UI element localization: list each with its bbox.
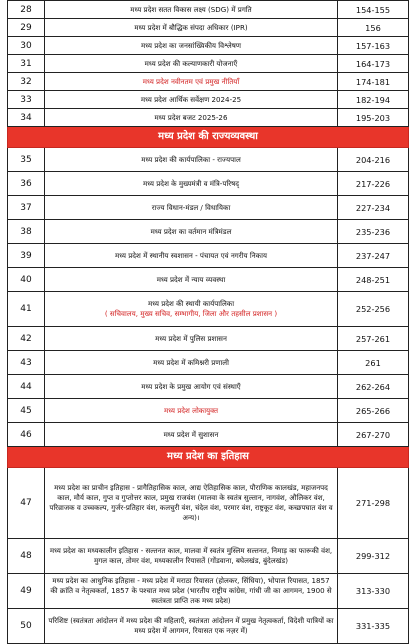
row-number: 41: [8, 292, 45, 327]
section-header: [8, 127, 409, 148]
row-number: 33: [8, 91, 45, 109]
row-pages: 252-256: [338, 292, 409, 327]
row-topic: मध्य प्रदेश का वर्तमान मंत्रिमंडल: [45, 220, 338, 244]
row-topic: मध्य प्रदेश सतत विकास लक्ष्य (SDG) में प्रगति: [45, 1, 338, 19]
row-pages: 237-247: [338, 244, 409, 268]
row-pages: 313-330: [338, 574, 409, 609]
row-pages: 261: [338, 351, 409, 375]
row-number: 29: [8, 19, 45, 37]
table-row: [8, 574, 409, 609]
row-number: 39: [8, 244, 45, 268]
contents-table: [7, 0, 409, 644]
row-topic: मध्य प्रदेश आर्थिक सर्वेक्षण 2024-25: [45, 91, 338, 109]
row-pages: 227-234: [338, 196, 409, 220]
row-pages: 195-203: [338, 109, 409, 127]
table-row: [8, 539, 409, 574]
row-topic: मध्य प्रदेश में न्याय व्यवस्था: [45, 268, 338, 292]
row-number: 47: [8, 468, 45, 539]
row-topic-subtitle: ( सचिवालय, मुख्य सचिव, सम्भागीय, जिला और तहसील प्रशासन ): [104, 309, 278, 318]
row-number: 30: [8, 37, 45, 55]
row-number: 48: [8, 539, 45, 574]
row-pages: 156: [338, 19, 409, 37]
section-title: मध्य प्रदेश का इतिहास: [8, 447, 409, 468]
table-row: [8, 172, 409, 196]
row-pages: 164-173: [338, 55, 409, 73]
row-number: 40: [8, 268, 45, 292]
row-topic: मध्य प्रदेश में सुशासन: [45, 423, 338, 447]
row-pages: 217-226: [338, 172, 409, 196]
row-topic: राज्य विधान-मंडल / विधायिका: [45, 196, 338, 220]
table-row: [8, 375, 409, 399]
table-row: [8, 268, 409, 292]
row-pages: 265-266: [338, 399, 409, 423]
row-pages: 154-155: [338, 1, 409, 19]
table-row: [8, 609, 409, 644]
row-topic-main: मध्य प्रदेश की स्थायी कार्यपालिका: [147, 299, 235, 308]
row-number: 35: [8, 148, 45, 172]
row-pages: 267-270: [338, 423, 409, 447]
table-row: [8, 109, 409, 127]
table-row: [8, 220, 409, 244]
row-number: 34: [8, 109, 45, 127]
row-topic: मध्य प्रदेश में स्थानीय स्वशासन - पंचायत एवं नगरीय निकाय: [45, 244, 338, 268]
table-row: [8, 468, 409, 539]
table-row: [8, 423, 409, 447]
row-pages: 271-298: [338, 468, 409, 539]
row-pages: 299-312: [338, 539, 409, 574]
row-number: 44: [8, 375, 45, 399]
row-topic: मध्य प्रदेश का आधुनिक इतिहास - मध्य प्रदेश में मराठा रियासत (होलकर, सिंधिया), भोपाल रियासत, 1857 की क्रांति व नेतृत्वकर्ता, 1857 के पश्चात मध्य प्रदेश (भारतीय राष्ट्रीय कांग्रेस, गांधी जी का आगमन, 1900 से स्वतंत्रता प्राप्ति तक मध्य प्रदेश): [45, 574, 338, 609]
table-row: [8, 399, 409, 423]
row-topic: मध्य प्रदेश का जनसांख्यिकीय विश्लेषण: [45, 37, 338, 55]
row-pages: 331-335: [338, 609, 409, 644]
table-row: [8, 351, 409, 375]
row-topic: मध्य प्रदेश की कार्यपालिका - राज्यपाल: [45, 148, 338, 172]
table-row: [8, 37, 409, 55]
table-row: [8, 19, 409, 37]
row-number: 37: [8, 196, 45, 220]
table-row: [8, 73, 409, 91]
row-topic: मध्य प्रदेश की कल्याणकारी योजनाएँ: [45, 55, 338, 73]
row-topic: मध्य प्रदेश बजट 2025-26: [45, 109, 338, 127]
row-topic: परिशिष्ट (स्वतंत्रता आंदोलन में मध्य प्रदेश की महिलाएँ, स्वतंत्रता आंदोलन में प्रमुख नेतृत्वकर्ता, विदेशी यात्रियों का मध्य प्रदेश में आगमन, रियासत एक नज़र में): [45, 609, 338, 644]
row-pages: 262-264: [338, 375, 409, 399]
row-number: 42: [8, 327, 45, 351]
row-number: 45: [8, 399, 45, 423]
table-row: [8, 91, 409, 109]
table-row: [8, 148, 409, 172]
table-row: [8, 292, 409, 327]
row-topic: मध्य प्रदेश में कमिश्नरी प्रणाली: [45, 351, 338, 375]
row-topic-highlighted: मध्य प्रदेश लोकायुक्त: [45, 399, 338, 423]
row-topic: मध्य प्रदेश का प्राचीन इतिहास - प्रागैतिहासिक काल, आद्य ऐतिहासिक काल, पौराणिक कालखंड, महाजनपद काल, मौर्य काल, गुप्त व गुप्तोत्तर काल, प्रमुख राजवंश (मालवा के स्वतंत्र सुल्तान, नागवंश, औलिकर वंश, परिव्राजक व उच्चकल्प, गुर्जर-प्रतिहार वंश, कलचुरी वंश, चंदेल वंश, परमार वंश, राष्ट्रकूट वंश, कच्छपघात वंश व अन्य)।: [45, 468, 338, 539]
row-topic: मध्य प्रदेश में पुलिस प्रशासन: [45, 327, 338, 351]
row-number: 46: [8, 423, 45, 447]
row-topic: मध्य प्रदेश में बौद्धिक संपदा अधिकार (IPR): [45, 19, 338, 37]
row-number: 50: [8, 609, 45, 644]
row-pages: 235-236: [338, 220, 409, 244]
row-pages: 157-163: [338, 37, 409, 55]
row-pages: 257-261: [338, 327, 409, 351]
row-topic-highlighted: मध्य प्रदेश नवीनतम एवं प्रमुख नीतियाँ: [45, 73, 338, 91]
row-number: 49: [8, 574, 45, 609]
table-row: [8, 55, 409, 73]
row-number: 32: [8, 73, 45, 91]
section-header: [8, 447, 409, 468]
row-topic: मध्य प्रदेश के मुख्यमंत्री व मंत्रि-परिषद्: [45, 172, 338, 196]
section-title: मध्य प्रदेश की राज्यव्यवस्था: [8, 127, 409, 148]
table-row: [8, 196, 409, 220]
row-topic: मध्य प्रदेश के प्रमुख आयोग एवं संस्थाएँ: [45, 375, 338, 399]
row-pages: 174-181: [338, 73, 409, 91]
row-topic: मध्य प्रदेश का मध्यकालीन इतिहास - सल्तनत काल, मालवा में स्वतंत्र मुस्लिम सल्तनत, निमाड़ का फारूकी वंश, मुगल काल, तोमर वंश, मध्यकालीन रियासतें (गोंडवाना, बघेलखंड, बुंदेलखंड): [45, 539, 338, 574]
table-row: [8, 244, 409, 268]
row-number: 28: [8, 1, 45, 19]
row-pages: 182-194: [338, 91, 409, 109]
row-topic: [45, 292, 338, 327]
row-number: 43: [8, 351, 45, 375]
row-number: 38: [8, 220, 45, 244]
row-number: 36: [8, 172, 45, 196]
table-row: [8, 327, 409, 351]
row-pages: 204-216: [338, 148, 409, 172]
table-row: [8, 1, 409, 19]
row-number: 31: [8, 55, 45, 73]
row-pages: 248-251: [338, 268, 409, 292]
